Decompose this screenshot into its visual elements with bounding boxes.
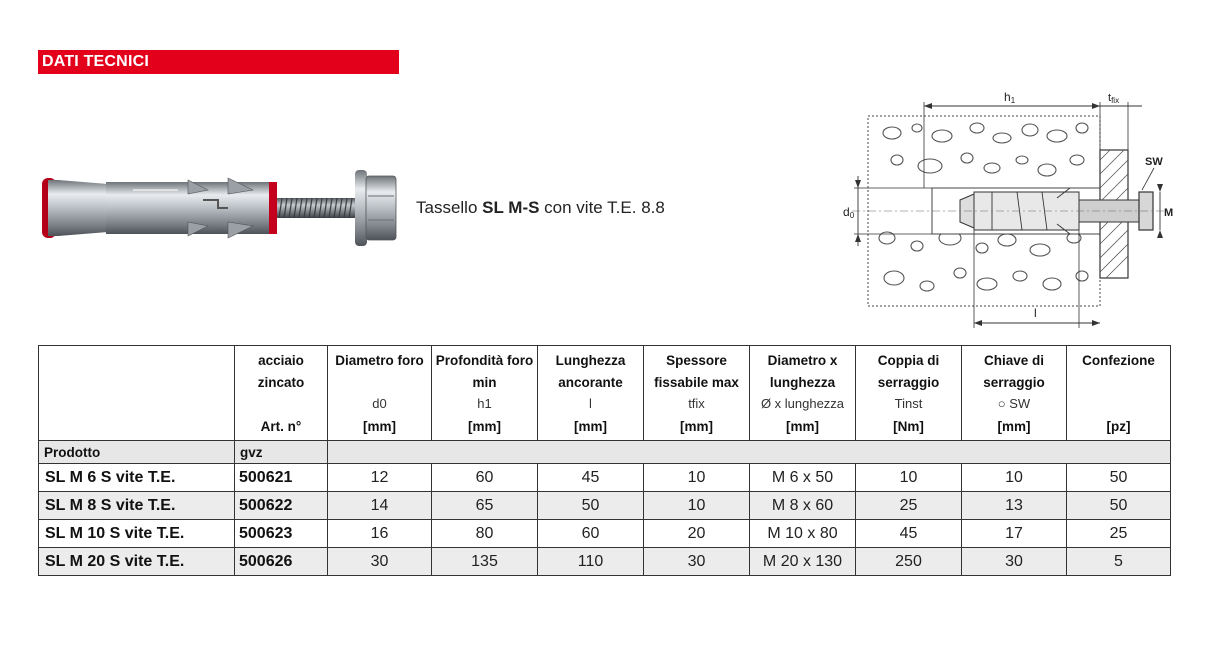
article-number: 500622 <box>235 492 328 520</box>
cell-h1: 135 <box>432 548 538 576</box>
header-anchor-length: Lunghezza ancorante l [mm] <box>538 346 644 441</box>
label-row <box>39 441 1171 464</box>
product-code: SL M-S <box>482 198 540 217</box>
cell-h1: 65 <box>432 492 538 520</box>
table-row <box>39 548 1171 576</box>
cell-l: 60 <box>538 520 644 548</box>
cell-d0: 16 <box>328 520 432 548</box>
cell-d0: 12 <box>328 464 432 492</box>
cell-pz: 5 <box>1067 548 1171 576</box>
cell-tfix: 20 <box>644 520 750 548</box>
article-number: 500626 <box>235 548 328 576</box>
cell-dxl: M 6 x 50 <box>750 464 856 492</box>
product-name: SL M 20 S vite T.E. <box>39 548 235 576</box>
cell-pz: 50 <box>1067 464 1171 492</box>
cell-tinst: 10 <box>856 464 962 492</box>
cell-pz: 25 <box>1067 520 1171 548</box>
svg-text:M: M <box>1164 207 1174 219</box>
header-hole-depth: Profondità foro min h1 [mm] <box>432 346 538 441</box>
header-wrench-size: Chiave di serraggio ○ SW [mm] <box>962 346 1067 441</box>
header-torque: Coppia di serraggio Tinst [Nm] <box>856 346 962 441</box>
svg-text:d0: d0 <box>843 205 855 220</box>
label-gvz: gvz <box>235 441 328 464</box>
label-product: Prodotto <box>39 441 235 464</box>
cell-d0: 30 <box>328 548 432 576</box>
header-diameter-length: Diametro x lunghezza Ø x lunghezza [mm] <box>750 346 856 441</box>
cell-tfix: 10 <box>644 464 750 492</box>
product-name: SL M 10 S vite T.E. <box>39 520 235 548</box>
cell-l: 50 <box>538 492 644 520</box>
cell-dxl: M 8 x 60 <box>750 492 856 520</box>
cell-h1: 60 <box>432 464 538 492</box>
product-caption: Tassello SL M-S con vite T.E. 8.8 <box>416 198 665 217</box>
cell-tinst: 25 <box>856 492 962 520</box>
table-row <box>39 492 1171 520</box>
svg-text:h1: h1 <box>1004 90 1016 105</box>
cell-sw: 17 <box>962 520 1067 548</box>
header-hole-diameter: Diametro foro d0 [mm] <box>328 346 432 441</box>
technical-data-table <box>38 345 1171 576</box>
svg-text:l: l <box>1034 306 1037 320</box>
cell-tinst: 250 <box>856 548 962 576</box>
section-title-banner: DATI TECNICI <box>38 50 399 74</box>
cell-sw: 13 <box>962 492 1067 520</box>
cell-pz: 50 <box>1067 492 1171 520</box>
table-row <box>39 464 1171 492</box>
header-package: Confezione [pz] <box>1067 346 1171 441</box>
installation-diagram <box>842 88 1172 333</box>
label-row-filler <box>328 441 1171 464</box>
cell-sw: 30 <box>962 548 1067 576</box>
cell-tfix: 30 <box>644 548 750 576</box>
header-article: acciaio zincato Art. n° <box>235 346 328 441</box>
svg-text:tfix: tfix <box>1108 92 1120 105</box>
product-name: SL M 8 S vite T.E. <box>39 492 235 520</box>
header-fixture-thickness: Spessore fissabile max tfix [mm] <box>644 346 750 441</box>
header-blank <box>39 346 235 441</box>
cell-tinst: 45 <box>856 520 962 548</box>
cell-dxl: M 10 x 80 <box>750 520 856 548</box>
cell-dxl: M 20 x 130 <box>750 548 856 576</box>
svg-text:SW: SW <box>1145 156 1163 168</box>
cell-sw: 10 <box>962 464 1067 492</box>
cell-tfix: 10 <box>644 492 750 520</box>
article-number: 500623 <box>235 520 328 548</box>
cell-d0: 14 <box>328 492 432 520</box>
table-row <box>39 520 1171 548</box>
cell-h1: 80 <box>432 520 538 548</box>
table-header-row <box>39 346 1171 441</box>
cell-l: 45 <box>538 464 644 492</box>
anchor-product-image <box>38 160 398 256</box>
product-name: SL M 6 S vite T.E. <box>39 464 235 492</box>
article-number: 500621 <box>235 464 328 492</box>
cell-l: 110 <box>538 548 644 576</box>
